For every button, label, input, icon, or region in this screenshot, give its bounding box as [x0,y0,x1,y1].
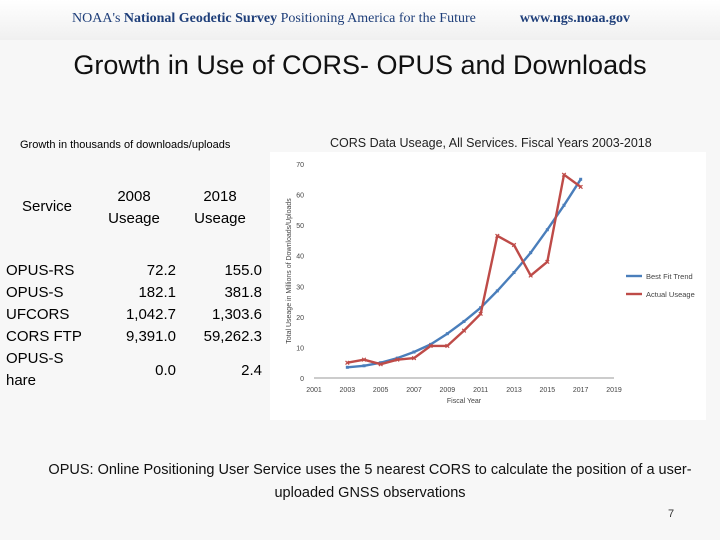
table-row-service: OPUS-S [6,284,64,301]
chart-title: CORS Data Useage, All Services. Fiscal Years 2003-2018 [330,136,652,150]
table-row-2008: 72.2 [146,262,176,279]
x-axis-title: Fiscal Year [446,398,482,405]
org-banner-text [72,11,476,27]
y-tick-label: 40 [296,253,304,261]
services-table [6,160,266,392]
usage-chart [270,152,706,420]
best-fit-point [496,289,499,292]
y-tick-label: 20 [296,314,304,322]
footnote: OPUS: Online Positioning User Service uses the 5 nearest CORS to calculate the position of a user-uploaded GNSS observations [48,462,692,501]
table-row-2008: 182.1 [138,284,176,301]
legend-label-actual: Actual Useage [646,290,695,299]
y-tick-label: 50 [296,223,304,231]
y-tick-label: 60 [296,192,304,200]
org-url[interactable]: www.ngs.noaa.gov [519,11,630,26]
table-row-2008: 1,042.7 [125,306,176,323]
table-row-service: CORS FTP [6,328,82,345]
table-row-2018: 155.0 [224,262,262,279]
y-tick-label: 70 [296,162,304,169]
best-fit-point [579,178,582,181]
x-tick-label: 2017 [572,387,589,394]
slide-title: Growth in Use of CORS- OPUS and Downloads [73,50,647,80]
y-axis-title: Total Useage in Millions of Downloads/Uploads [286,198,293,344]
y-tick-label: 0 [300,376,304,383]
table-row-2018: 2.4 [241,362,262,379]
best-fit-point [446,332,449,335]
x-tick-label: 2019 [606,387,622,394]
table-row-service: OPUS-Share [6,350,64,389]
usage-chart-svg [270,152,706,420]
best-fit-point [529,251,532,254]
best-fit-point [413,351,416,354]
best-fit-point [513,271,516,274]
table-row-2008: 0.0 [155,362,176,379]
best-fit-point [546,228,549,231]
org-name: National Geodetic Survey [123,11,278,26]
best-fit-point [346,366,349,369]
x-tick-label: 2007 [406,387,422,394]
best-fit-point [463,320,466,323]
actual-useage-line [347,175,580,365]
table-row-2018: 59,262.3 [203,328,262,345]
x-tick-label: 2005 [372,387,389,394]
table-header-service: Service [22,198,73,215]
best-fit-point [363,364,366,367]
header-banner [0,0,720,40]
org-prefix: NOAA's [72,11,121,26]
table-row-service: UFCORS [6,306,70,323]
table-row-2018: 1,303.6 [211,306,262,323]
y-tick-label: 10 [296,345,304,353]
table-caption: Growth in thousands of downloads/uploads [20,139,231,151]
x-tick-label: 2001 [306,387,322,394]
table-row-2008: 9,391.0 [125,328,176,345]
x-tick-label: 2015 [539,387,556,394]
best-fit-trend-line [347,179,580,367]
table-header-2018: 2018 Useage [194,188,246,227]
table-row-2018: 381.8 [224,284,262,301]
table-header-2008: 2008 Useage [108,188,160,227]
y-tick-label: 30 [296,284,304,292]
org-tagline: Positioning America for the Future [280,11,476,26]
table-row-service: OPUS-RS [6,262,75,279]
legend-label-best-fit: Best Fit Trend [646,272,693,281]
x-tick-label: 2013 [506,387,522,394]
best-fit-point [563,204,566,207]
x-tick-label: 2009 [439,387,456,394]
x-tick-label: 2011 [473,387,489,394]
page-number: 7 [668,508,675,520]
x-tick-label: 2003 [339,387,356,394]
